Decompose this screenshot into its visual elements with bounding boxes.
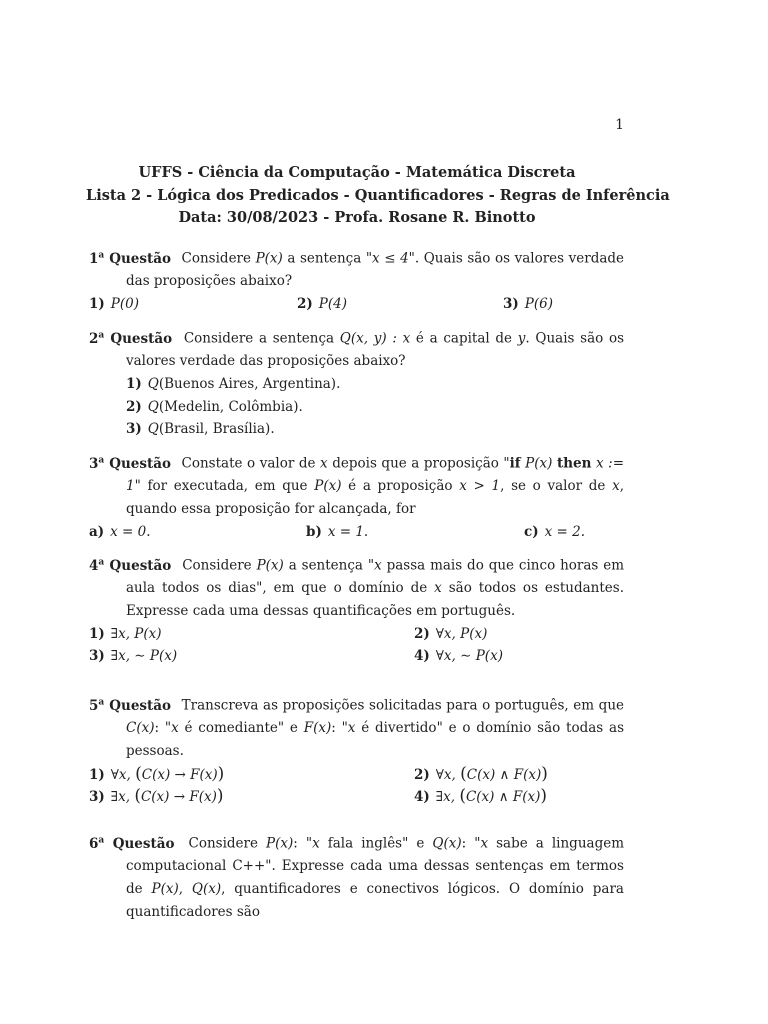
question-5-option-3: 3) ∃x, (C(x) → F(x)) [89,786,224,807]
question-5-options-row-2 [89,785,624,808]
header-line-list: Lista 2 - Lógica dos Predicados - Quantificadores - Regras de Inferência [86,186,670,204]
question-1-option-2: 2) P(4) [297,295,347,312]
question-5-heading: 5$^a$ Questão [89,697,172,714]
question-2-statement: 2$^a$ Questão Considere a sentença Q(x, y) : x é a capital de y. Quais são os valores verdade das proposições abaixo? [89,330,625,370]
question-1-statement: 1$^a$ Questão Considere P(x) a sentença "x ≤ 4". Quais são os valores verdade das proposições abaixo? [89,250,625,290]
question-5-options-row-1 [89,763,624,786]
question-3-option-a: a) x = 0. [89,523,151,540]
question-1-option-1: 1) P(0) [89,295,139,312]
question-2-option-2: 2) Q(Medelin, Colômbia). [126,398,303,415]
question-3-heading: 3$^a$ Questão [89,455,171,472]
question-5-statement: 5$^a$ Questão Transcreva as proposições solicitadas para o português, em que C(x): "x é comediante" e F(x): "x é divertido" e o domínio são todas as pessoas. [89,697,625,759]
question-4-statement: 4$^a$ Questão Considere P(x) a sentença "x passa mais do que cinco horas em aula todos os dias", em que o domínio de x são todos os estudantes. Expresse cada uma dessas quantificações em português. [89,557,625,619]
question-4-heading: 4$^a$ Questão [89,557,172,574]
question-2 [89,324,624,441]
question-2-option-1: 1) Q(Buenos Aires, Argentina). [126,375,341,392]
question-6-statement: 6$^a$ Questão Considere P(x): "x fala inglês" e Q(x): "x sabe a linguagem computacional C++". Expresse cada uma dessas sentenças em termos de P(x), Q(x), quantificadores e conectivos lógicos. O domínio para quantificadores são [89,835,625,920]
header-line-date: Data: 30/08/2023 - Profa. Rosane R. Binotto [178,209,536,226]
question-4-option-4: 4) ∀x, ∼ P(x) [414,648,503,665]
question-3 [89,449,624,543]
question-6-heading: 6$^a$ Questão [89,835,175,852]
page-number: 1 [615,117,624,133]
question-4-option-3: 3) ∃x, ∼ P(x) [89,648,178,665]
question-5 [89,691,624,808]
question-4 [89,551,624,668]
question-1-option-3: 3) P(6) [503,295,553,312]
question-4-option-1: 1) ∃x, P(x) [89,625,162,642]
question-3-statement: 3$^a$ Questão Constate o valor de x depois que a proposição "if P(x) then x := 1" for executada, em que P(x) é a proposição x > 1, se o valor de x, quando essa proposição for alcançada, for [89,455,625,517]
question-3-options [89,521,624,544]
question-4-options-row-1 [89,623,624,646]
question-6 [89,829,624,923]
question-5-option-2: 2) ∀x, (C(x) ∧ F(x)) [414,763,548,784]
question-1-heading: 1$^a$ Questão [89,250,171,267]
question-2-option-3: 3) Q(Brasil, Brasília). [126,421,275,438]
question-4-option-2: 2) ∀x, P(x) [414,625,488,642]
question-5-option-1: 1) ∀x, (C(x) → F(x)) [89,763,225,784]
question-4-options-row-2 [89,645,624,668]
document-header [86,162,670,230]
question-3-option-b: b) x = 1. [306,523,369,540]
question-3-option-c: c) x = 2. [524,523,585,540]
question-1 [89,244,624,316]
question-5-option-4: 4) ∃x, (C(x) ∧ F(x)) [414,786,548,807]
question-1-options [89,293,624,316]
question-2-heading: 2$^a$ Questão [89,330,173,347]
header-line-course: UFFS - Ciência da Computação - Matemática Discreta [138,164,576,181]
